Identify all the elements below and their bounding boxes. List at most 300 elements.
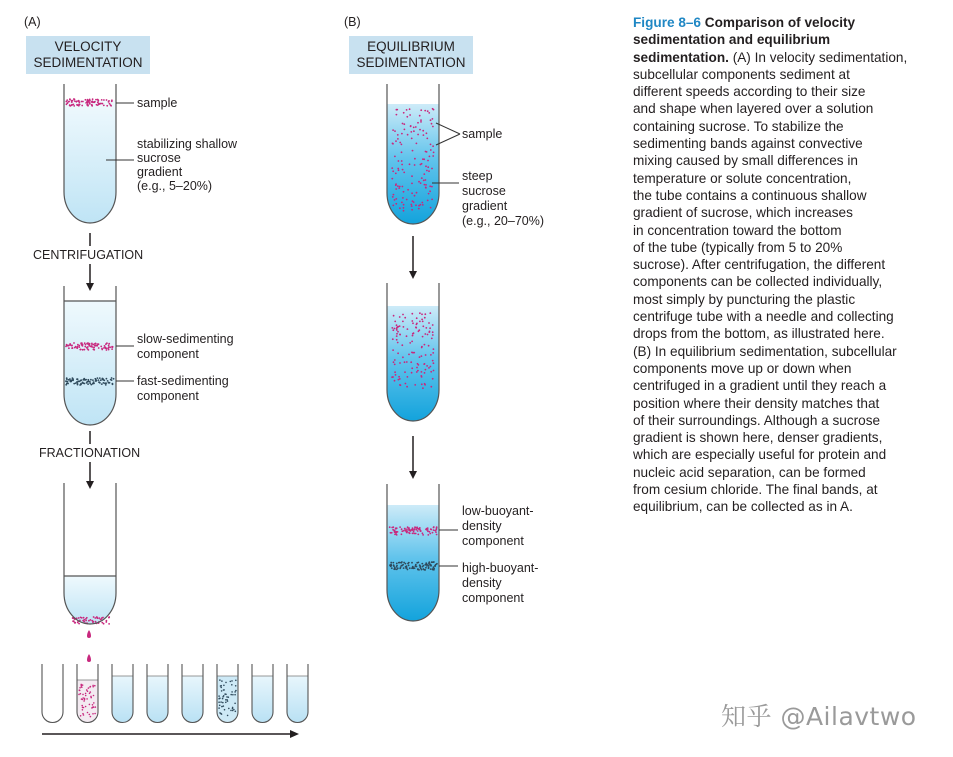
particle-dot bbox=[397, 331, 399, 333]
particle-dot bbox=[424, 333, 426, 335]
b-gradient-label-line-4: (e.g., 20–70%) bbox=[462, 214, 544, 228]
particle-dot bbox=[96, 616, 98, 618]
particle-dot bbox=[90, 691, 92, 693]
collection-tube bbox=[42, 664, 63, 723]
caption-body-line: of the tube (typically from 5 to 20% bbox=[633, 239, 843, 255]
particle-dot bbox=[81, 105, 83, 107]
particle-dot bbox=[67, 381, 69, 383]
particle-dot bbox=[422, 204, 424, 206]
particle-dot bbox=[423, 173, 425, 175]
particle-dot bbox=[219, 712, 221, 714]
watermark: 知乎 @Ailavtwo bbox=[721, 702, 917, 731]
particle-dot bbox=[397, 185, 399, 187]
particle-dot bbox=[106, 105, 108, 107]
particle-dot bbox=[422, 158, 424, 160]
particle-dot bbox=[396, 114, 398, 116]
slow-label-line-2: component bbox=[137, 347, 199, 361]
gradient-label-line-3: gradient bbox=[137, 165, 183, 179]
particle-dot bbox=[83, 700, 85, 702]
particle-dot bbox=[427, 530, 429, 532]
particle-dot bbox=[223, 689, 225, 691]
particle-dot bbox=[424, 313, 426, 315]
fractionation-arrowhead bbox=[86, 481, 94, 489]
particle-dot bbox=[398, 376, 400, 378]
particle-dot bbox=[413, 533, 415, 535]
particle-dot bbox=[112, 383, 114, 385]
particle-dot bbox=[107, 380, 109, 382]
particle-dot bbox=[421, 355, 423, 357]
tube-b-initial bbox=[387, 84, 439, 224]
particle-dot bbox=[79, 687, 81, 689]
particle-dot bbox=[420, 119, 422, 121]
particle-dot bbox=[419, 321, 421, 323]
particle-dot bbox=[412, 335, 414, 337]
particle-dot bbox=[69, 378, 71, 380]
particle-dot bbox=[407, 134, 409, 136]
particle-dot bbox=[433, 370, 435, 372]
particle-dot bbox=[415, 529, 417, 531]
particle-dot bbox=[433, 348, 435, 350]
particle-dot bbox=[219, 705, 221, 707]
particle-dot bbox=[423, 568, 425, 570]
particle-dot bbox=[421, 319, 423, 321]
particle-dot bbox=[401, 533, 403, 535]
particle-dot bbox=[404, 317, 406, 319]
particle-dot bbox=[390, 532, 392, 534]
particle-dot bbox=[393, 194, 395, 196]
particle-dot bbox=[68, 345, 70, 347]
particle-dot bbox=[428, 112, 430, 114]
particle-dot bbox=[406, 565, 408, 567]
particle-dot bbox=[398, 160, 400, 162]
particle-dot bbox=[71, 104, 73, 106]
particle-dot bbox=[430, 119, 432, 121]
particle-dot bbox=[426, 529, 428, 531]
particle-dot bbox=[411, 205, 413, 207]
particle-dot bbox=[430, 565, 432, 567]
particle-dot bbox=[83, 349, 85, 351]
particle-dot bbox=[409, 567, 411, 569]
particle-dot bbox=[409, 108, 411, 110]
particle-dot bbox=[433, 109, 435, 111]
particle-dot bbox=[432, 126, 434, 128]
particle-dot bbox=[393, 565, 395, 567]
particle-dot bbox=[418, 205, 420, 207]
particle-dot bbox=[413, 130, 415, 132]
particle-dot bbox=[431, 199, 433, 201]
particle-dot bbox=[419, 129, 421, 131]
particle-dot bbox=[428, 193, 430, 195]
particle-dot bbox=[404, 371, 406, 373]
particle-dot bbox=[94, 378, 96, 380]
particle-dot bbox=[222, 702, 224, 704]
particle-dot bbox=[410, 204, 412, 206]
centrifugation-step-label: CENTRIFUGATION bbox=[33, 248, 144, 262]
particle-dot bbox=[407, 328, 409, 330]
particle-dot bbox=[421, 313, 423, 315]
particle-dot bbox=[432, 360, 434, 362]
particle-dot bbox=[108, 382, 110, 384]
particle-dot bbox=[412, 333, 414, 335]
particle-dot bbox=[395, 203, 397, 205]
particle-dot bbox=[432, 145, 434, 147]
caption-body-line: equilibrium, can be collected as in A. bbox=[633, 499, 853, 515]
particle-dot bbox=[100, 103, 102, 105]
particle-dot bbox=[88, 687, 90, 689]
particle-dot bbox=[111, 379, 113, 381]
particle-dot bbox=[424, 184, 426, 186]
particle-dot bbox=[394, 534, 396, 536]
particle-dot bbox=[423, 565, 425, 567]
particle-dot bbox=[87, 103, 89, 105]
particle-dot bbox=[424, 344, 426, 346]
particle-dot bbox=[392, 143, 394, 145]
particle-dot bbox=[221, 690, 223, 692]
particle-dot bbox=[225, 694, 227, 696]
particle-dot bbox=[92, 685, 94, 687]
particle-dot bbox=[419, 564, 421, 566]
particle-dot bbox=[105, 382, 107, 384]
particle-dot bbox=[94, 617, 96, 619]
particle-dot bbox=[411, 183, 413, 185]
particle-dot bbox=[418, 569, 420, 571]
caption-line bbox=[633, 49, 918, 66]
particle-dot bbox=[94, 343, 96, 345]
high-label-line-3: component bbox=[462, 591, 524, 605]
particle-dot bbox=[87, 105, 89, 107]
particle-dot bbox=[230, 694, 232, 696]
particle-dot bbox=[431, 561, 433, 563]
caption-body-line: and shape when layered over a solution bbox=[633, 101, 874, 117]
particle-dot bbox=[409, 163, 411, 165]
particle-dot bbox=[401, 202, 403, 204]
particle-dot bbox=[113, 378, 115, 380]
particle-dot bbox=[92, 713, 94, 715]
particle-dot bbox=[106, 347, 108, 349]
particle-dot bbox=[424, 317, 426, 319]
particle-dot bbox=[417, 134, 419, 136]
particle-dot bbox=[411, 313, 413, 315]
centrifugation-arrowhead bbox=[86, 283, 94, 291]
particle-dot bbox=[414, 164, 416, 166]
particle-dot bbox=[401, 561, 403, 563]
particle-dot bbox=[102, 617, 104, 619]
particle-dot bbox=[106, 349, 108, 351]
particle-dot bbox=[399, 384, 401, 386]
particle-dot bbox=[89, 343, 91, 345]
particle-dot bbox=[412, 567, 414, 569]
particle-dot bbox=[430, 528, 432, 530]
particle-dot bbox=[403, 207, 405, 209]
particle-dot bbox=[436, 534, 438, 536]
particle-dot bbox=[403, 191, 405, 193]
particle-dot bbox=[82, 709, 84, 711]
caption-body-line: the tube contains a continuous shallow bbox=[633, 187, 867, 203]
particle-dot bbox=[430, 386, 432, 388]
particle-dot bbox=[430, 568, 432, 570]
particle-dot bbox=[424, 110, 426, 112]
particle-dot bbox=[418, 208, 420, 210]
gradient-label-line-4: (e.g., 5–20%) bbox=[137, 179, 213, 193]
particle-dot bbox=[401, 528, 403, 530]
particle-dot bbox=[424, 569, 426, 571]
caption-body-line: position where their density matches that bbox=[633, 395, 880, 411]
particle-dot bbox=[428, 564, 430, 566]
particle-dot bbox=[82, 694, 84, 696]
particle-dot bbox=[410, 361, 412, 363]
particle-dot bbox=[395, 184, 397, 186]
particle-dot bbox=[66, 377, 68, 379]
caption-title-part: sedimentation. bbox=[633, 49, 729, 65]
panel-a-header-line-1: VELOCITY bbox=[54, 39, 122, 54]
particle-dot bbox=[397, 168, 399, 170]
particle-dot bbox=[432, 378, 434, 380]
particle-dot bbox=[425, 179, 427, 181]
particle-dot bbox=[79, 689, 81, 691]
caption-body-line: nucleic acid separation, can be formed bbox=[633, 464, 866, 480]
particle-dot bbox=[429, 190, 431, 192]
particle-dot bbox=[403, 112, 405, 114]
particle-dot bbox=[65, 384, 67, 386]
particle-dot bbox=[403, 562, 405, 564]
collected-fraction bbox=[112, 676, 133, 723]
caption-body-line: containing sucrose. To stabilize the bbox=[633, 118, 844, 134]
particle-dot bbox=[402, 356, 404, 358]
particle-dot bbox=[407, 526, 409, 528]
particle-dot bbox=[85, 99, 87, 101]
particle-dot bbox=[80, 715, 82, 717]
high-label-line-2: density bbox=[462, 576, 502, 590]
particle-dot bbox=[426, 170, 428, 172]
particle-dot bbox=[78, 694, 80, 696]
collected-fraction bbox=[252, 676, 273, 723]
particle-dot bbox=[394, 328, 396, 330]
particle-dot bbox=[108, 345, 110, 347]
particle-dot bbox=[404, 129, 406, 131]
particle-dot bbox=[394, 568, 396, 570]
particle-dot bbox=[78, 101, 80, 103]
particle-dot bbox=[405, 383, 407, 385]
particle-dot bbox=[68, 101, 70, 103]
particle-dot bbox=[81, 684, 83, 686]
particle-dot bbox=[414, 526, 416, 528]
particle-dot bbox=[106, 99, 108, 101]
particle-dot bbox=[408, 562, 410, 564]
particle-dot bbox=[102, 379, 104, 381]
tube-a-draining bbox=[64, 483, 116, 625]
particle-dot bbox=[70, 381, 72, 383]
particle-dot bbox=[235, 711, 237, 713]
collected-fraction bbox=[287, 676, 308, 723]
particle-dot bbox=[391, 567, 393, 569]
particle-dot bbox=[389, 564, 391, 566]
particle-dot bbox=[398, 187, 400, 189]
particle-dot bbox=[406, 109, 408, 111]
particle-dot bbox=[396, 569, 398, 571]
particle-dot bbox=[398, 169, 400, 171]
particle-dot bbox=[91, 343, 93, 345]
particle-dot bbox=[425, 327, 427, 329]
particle-dot bbox=[83, 619, 85, 621]
particle-dot bbox=[414, 384, 416, 386]
particle-dot bbox=[428, 322, 430, 324]
particle-dot bbox=[428, 566, 430, 568]
caption-body-first: (A) In velocity sedimentation, bbox=[728, 49, 908, 65]
slow-label-line-1: slow-sedimenting bbox=[137, 332, 234, 346]
particle-dot bbox=[406, 361, 408, 363]
particle-dot bbox=[101, 349, 103, 351]
particle-dot bbox=[89, 103, 91, 105]
particle-dot bbox=[396, 329, 398, 331]
particle-dot bbox=[396, 339, 398, 341]
particle-dot bbox=[427, 160, 429, 162]
particle-dot bbox=[412, 527, 414, 529]
particle-dot bbox=[421, 177, 423, 179]
particle-dot bbox=[419, 312, 421, 314]
particle-dot bbox=[98, 381, 100, 383]
particle-dot bbox=[90, 346, 92, 348]
particle-dot bbox=[415, 204, 417, 206]
panel-a-header-line-2: SEDIMENTATION bbox=[33, 55, 143, 70]
particle-dot bbox=[424, 372, 426, 374]
particle-dot bbox=[428, 561, 430, 563]
particle-dot bbox=[428, 367, 430, 369]
particle-dot bbox=[394, 371, 396, 373]
particle-dot bbox=[416, 143, 418, 145]
particle-dot bbox=[401, 133, 403, 135]
particle-dot bbox=[85, 706, 87, 708]
panel-b-letter: (B) bbox=[344, 15, 361, 29]
particle-dot bbox=[426, 138, 428, 140]
particle-dot bbox=[400, 566, 402, 568]
particle-dot bbox=[77, 344, 79, 346]
particle-dot bbox=[103, 380, 105, 382]
particle-dot bbox=[394, 199, 396, 201]
particle-dot bbox=[391, 327, 393, 329]
particle-dot bbox=[72, 100, 74, 102]
particle-dot bbox=[231, 680, 233, 682]
particle-dot bbox=[416, 562, 418, 564]
particle-dot bbox=[436, 526, 438, 528]
particle-dot bbox=[227, 715, 229, 717]
particle-dot bbox=[432, 331, 434, 333]
particle-dot bbox=[419, 356, 421, 358]
particle-dot bbox=[419, 528, 421, 530]
particle-dot bbox=[97, 102, 99, 104]
particle-dot bbox=[109, 346, 111, 348]
particle-dot bbox=[432, 532, 434, 534]
particle-dot bbox=[100, 346, 102, 348]
collected-fraction bbox=[182, 676, 203, 723]
particle-dot bbox=[403, 172, 405, 174]
b-gradient-label-line-1: steep bbox=[462, 169, 493, 183]
particle-dot bbox=[92, 704, 94, 706]
particle-dot bbox=[394, 321, 396, 323]
particle-dot bbox=[406, 199, 408, 201]
particle-dot bbox=[413, 127, 415, 129]
particle-dot bbox=[426, 151, 428, 153]
particle-dot bbox=[89, 704, 91, 706]
particle-dot bbox=[402, 197, 404, 199]
fast-label-line-1: fast-sedimenting bbox=[137, 374, 229, 388]
particle-dot bbox=[417, 122, 419, 124]
panel-a-letter: (A) bbox=[24, 15, 41, 29]
caption-body-line: components move up or down when bbox=[633, 360, 852, 376]
particle-dot bbox=[394, 156, 396, 158]
particle-dot bbox=[433, 529, 435, 531]
particle-dot bbox=[399, 362, 401, 364]
particle-dot bbox=[85, 693, 87, 695]
particle-dot bbox=[82, 699, 84, 701]
particle-dot bbox=[111, 100, 113, 102]
particle-dot bbox=[220, 687, 222, 689]
particle-dot bbox=[434, 530, 436, 532]
particle-dot bbox=[423, 363, 425, 365]
particle-dot bbox=[74, 622, 76, 624]
caption-body-line: gradient is shown here, denser gradients, bbox=[633, 430, 883, 446]
particle-dot bbox=[111, 348, 113, 350]
caption-body-line: centrifuge tube with a needle and collecting bbox=[633, 309, 894, 325]
caption-body-line: sedimenting bands against convective bbox=[633, 136, 863, 152]
particle-dot bbox=[432, 118, 434, 120]
particle-dot bbox=[411, 320, 413, 322]
particle-dot bbox=[418, 329, 420, 331]
particle-dot bbox=[231, 684, 233, 686]
particle-dot bbox=[80, 384, 82, 386]
particle-dot bbox=[98, 347, 100, 349]
caption-body-line: components can be collected individually, bbox=[633, 274, 883, 290]
particle-dot bbox=[415, 564, 417, 566]
particle-dot bbox=[395, 528, 397, 530]
particle-dot bbox=[78, 346, 80, 348]
caption-body-line: in concentration toward the bottom bbox=[633, 222, 842, 238]
caption-body-line: temperature or solute concentration, bbox=[633, 170, 852, 186]
particle-dot bbox=[399, 186, 401, 188]
low-label-line-3: component bbox=[462, 534, 524, 548]
particle-dot bbox=[394, 130, 396, 132]
particle-dot bbox=[408, 354, 410, 356]
particle-dot bbox=[98, 343, 100, 345]
particle-dot bbox=[396, 324, 398, 326]
particle-dot bbox=[407, 189, 409, 191]
particle-dot bbox=[403, 210, 405, 212]
particle-dot bbox=[90, 716, 92, 718]
particle-dot bbox=[419, 115, 421, 117]
particle-dot bbox=[80, 693, 82, 695]
particle-dot bbox=[93, 101, 95, 103]
particle-dot bbox=[425, 567, 427, 569]
particle-dot bbox=[76, 104, 78, 106]
particle-dot bbox=[430, 207, 432, 209]
particle-dot bbox=[432, 324, 434, 326]
particle-dot bbox=[420, 164, 422, 166]
particle-dot bbox=[404, 361, 406, 363]
particle-dot bbox=[404, 528, 406, 530]
particle-dot bbox=[422, 130, 424, 132]
particle-dot bbox=[433, 566, 435, 568]
particle-dot bbox=[394, 364, 396, 366]
fraction-axis-arrowhead bbox=[290, 730, 299, 738]
particle-dot bbox=[106, 342, 108, 344]
particle-dot bbox=[220, 685, 222, 687]
particle-dot bbox=[223, 705, 225, 707]
particle-dot bbox=[426, 565, 428, 567]
particle-dot bbox=[411, 372, 413, 374]
particle-dot bbox=[71, 344, 73, 346]
particle-dot bbox=[429, 533, 431, 535]
b-gradient-label-line-3: gradient bbox=[462, 199, 508, 213]
particle-dot bbox=[67, 102, 69, 104]
